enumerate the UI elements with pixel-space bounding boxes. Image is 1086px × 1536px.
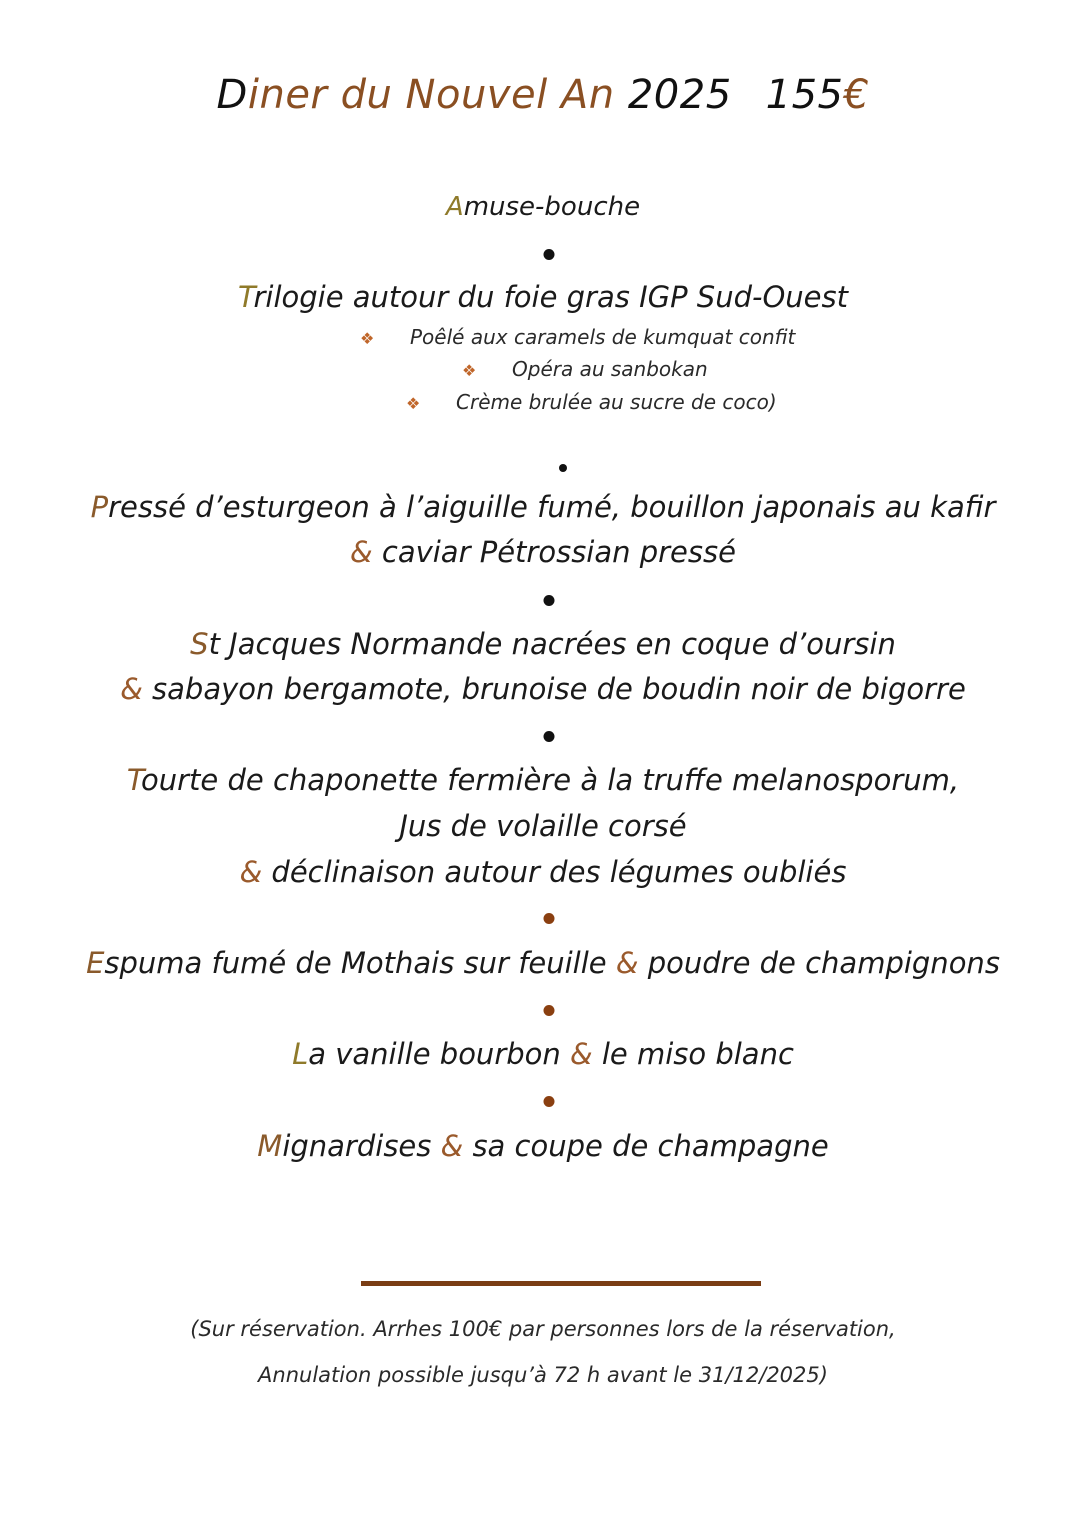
sub-item: ❖ Opéra au sanbokan	[462, 357, 708, 381]
separator-dot	[559, 464, 567, 472]
course-presse-esturgeon: Pressé d’esturgeon à l’aiguille fumé, bouillon japonais au kafir	[90, 490, 996, 524]
course-tourte-line2: Jus de volaille corsé	[399, 809, 687, 843]
ampersand: &	[570, 1037, 593, 1071]
sub-item: ❖ Crème brulée au sucre de coco)	[406, 390, 777, 414]
title-year: 2025	[627, 72, 732, 118]
course-text: muse-bouche	[463, 192, 641, 222]
reservation-note-line2: Annulation possible jusqu’à 72 h avant le 31/12/2025)	[258, 1363, 828, 1387]
separator-dot	[544, 595, 555, 606]
ampersand: &	[120, 672, 143, 706]
course-trilogie	[0, 280, 1086, 314]
course-initial: T	[126, 763, 142, 797]
course-vanille: La vanille bourbon & le miso blanc	[292, 1037, 794, 1071]
course-mignardises: Mignardises & sa coupe de champagne	[257, 1129, 829, 1163]
reservation-note-line1: (Sur réservation. Arrhes 100€ par personnes lors de la réservation,	[190, 1317, 896, 1341]
course-initial: T	[238, 280, 254, 314]
course-initial: M	[257, 1129, 283, 1163]
course-tourte-line3: & déclinaison autour des légumes oubliés	[239, 855, 847, 889]
course-amuse-bouche	[0, 192, 1086, 222]
course-initial: E	[86, 946, 105, 980]
ampersand: &	[239, 855, 263, 889]
ampersand: &	[440, 1129, 464, 1163]
separator-dot	[544, 1005, 555, 1016]
course-initial: L	[292, 1037, 309, 1071]
course-st-jacques-line2: & sabayon bergamote, brunoise de boudin noir de bigorre	[120, 672, 966, 706]
course-initial: S	[190, 627, 209, 661]
title-initial: D	[216, 72, 248, 118]
diamond-bullet-icon: ❖	[462, 361, 477, 380]
course-initial: A	[445, 192, 464, 222]
diamond-bullet-icon: ❖	[360, 329, 375, 348]
title-main: iner du Nouvel An	[247, 72, 615, 118]
ampersand: &	[350, 535, 373, 569]
divider-rule	[361, 1281, 761, 1286]
course-tourte: Tourte de chaponette fermière à la truffe melanosporum,	[126, 763, 960, 797]
separator-dot	[544, 1096, 555, 1107]
course-st-jacques: St Jacques Normande nacrées en coque d’oursin	[190, 627, 896, 661]
course-initial: P	[90, 490, 109, 524]
sub-item: ❖ Poêlé aux caramels de kumquat confit	[360, 325, 796, 349]
price-currency: €	[843, 72, 870, 118]
course-presse-esturgeon-line2: & caviar Pétrossian pressé	[350, 535, 736, 569]
course-espuma: Espuma fumé de Mothais sur feuille & poudre de champignons	[86, 946, 1000, 980]
diamond-bullet-icon: ❖	[406, 394, 421, 413]
menu-title	[0, 72, 1086, 118]
separator-dot	[544, 913, 555, 924]
course-text: rilogie autour du foie gras IGP Sud-Ouest	[253, 280, 848, 314]
separator-dot	[544, 249, 555, 260]
ampersand: &	[615, 946, 639, 980]
separator-dot	[544, 731, 555, 742]
price-number: 155	[765, 72, 844, 118]
